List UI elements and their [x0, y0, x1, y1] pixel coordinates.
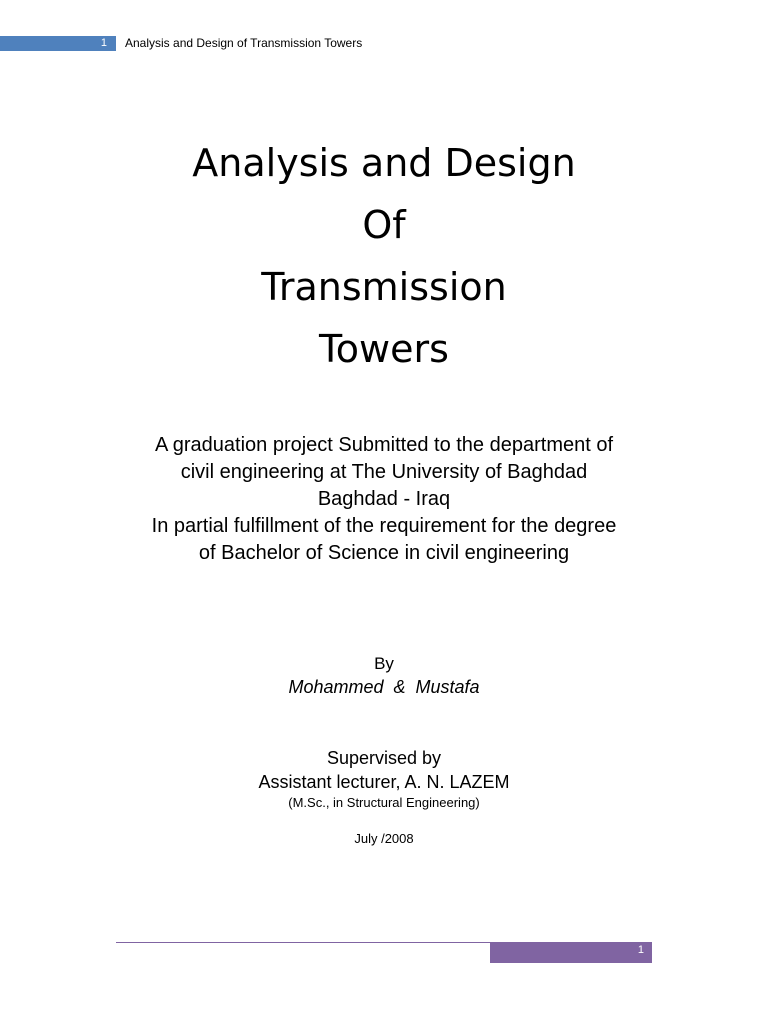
authors: Mohammed & Mustafa	[288, 677, 480, 697]
submission-date: July /2008	[354, 831, 414, 846]
description-line: of Bachelor of Science in civil engineering	[198, 542, 570, 564]
header-title: Analysis and Design of Transmission Towers	[125, 36, 363, 50]
supervisor-name: Assistant lecturer, A. N. LAZEM	[258, 772, 510, 792]
description-line: In partial fulfillment of the requirement for the degree	[151, 515, 617, 537]
description-line: A graduation project Submitted to the department of	[154, 434, 614, 456]
header-page-number: 1	[0, 36, 116, 51]
supervisor-credentials: (M.Sc., in Structural Engineering)	[288, 795, 480, 810]
description-line: civil engineering at The University of Baghdad	[180, 461, 588, 483]
document-title	[0, 132, 768, 380]
title-line: Towers	[319, 327, 449, 371]
title-line: Analysis and Design	[192, 141, 576, 185]
by-label: By	[374, 654, 394, 673]
project-description	[100, 432, 668, 567]
supervised-label: Supervised by	[326, 748, 442, 768]
description-line: Baghdad - Iraq	[317, 488, 451, 510]
title-line: Transmission	[261, 265, 507, 309]
footer-page-number: 1	[490, 942, 652, 963]
title-line: Of	[362, 203, 406, 247]
